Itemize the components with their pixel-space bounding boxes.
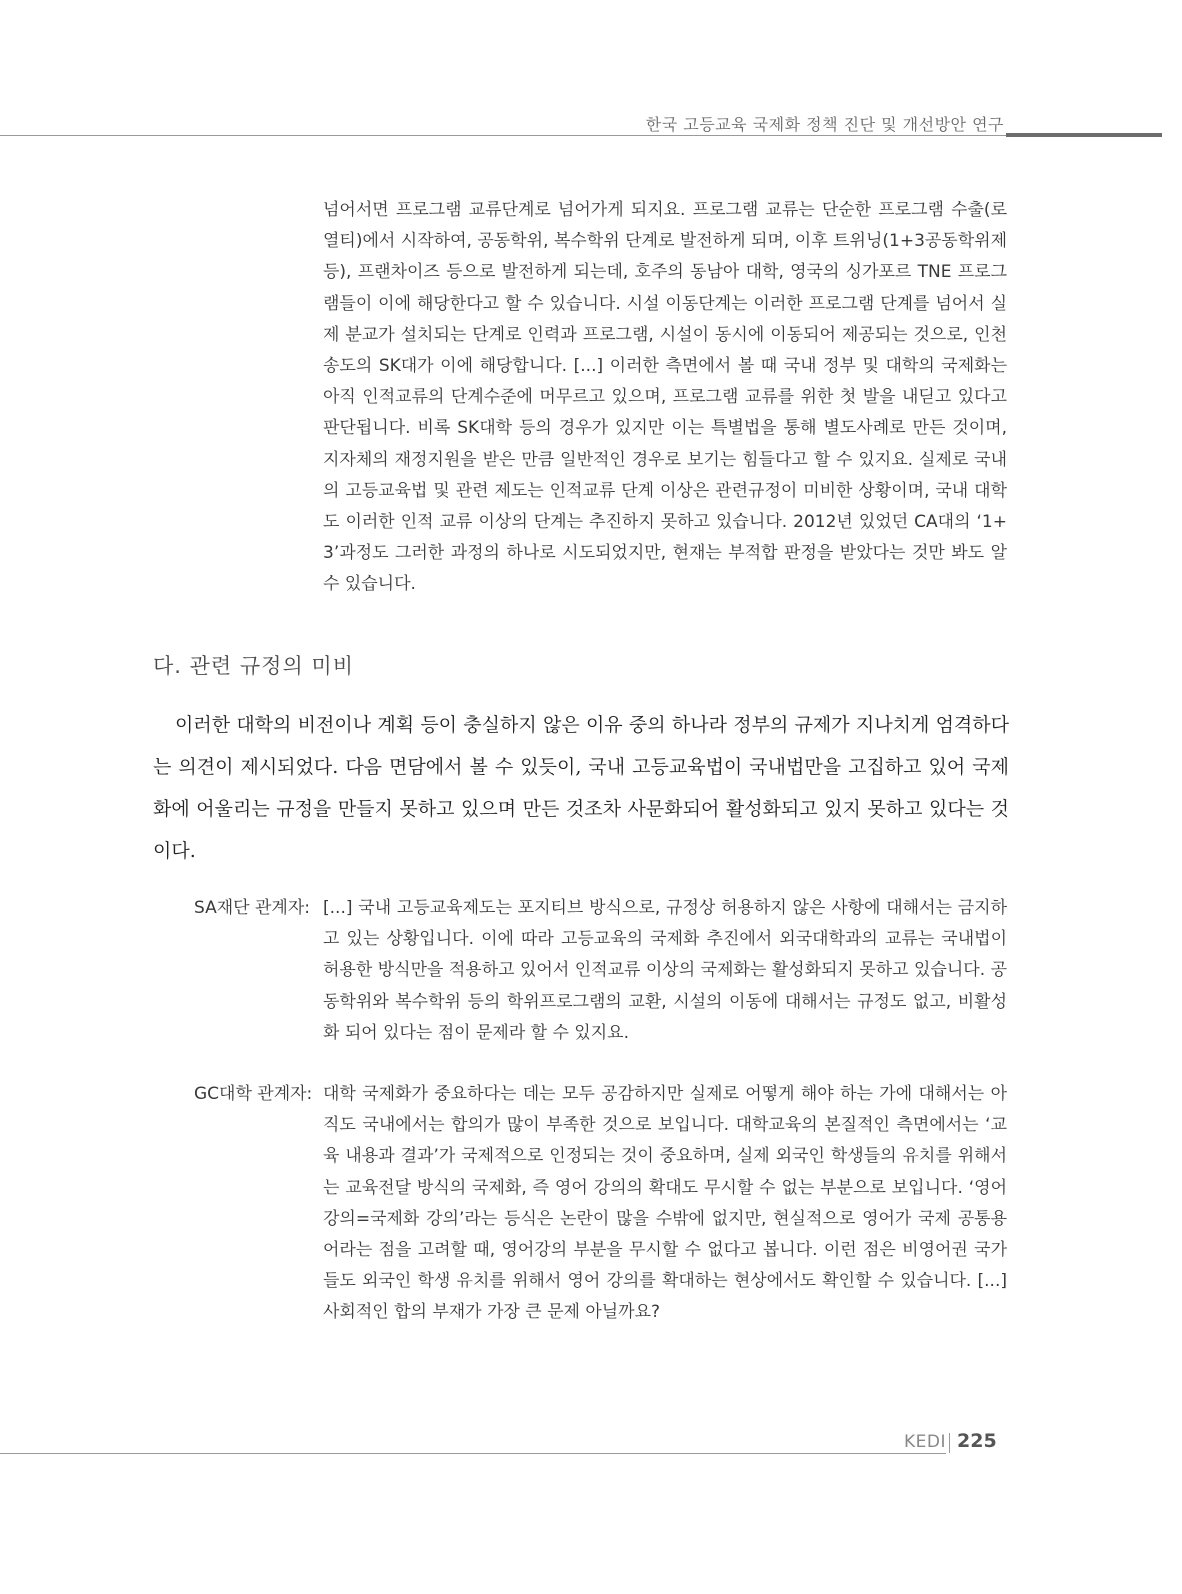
header-rule-accent: [1006, 133, 1162, 137]
footer-rule: [0, 1453, 946, 1454]
header-rule: [0, 135, 1006, 136]
interview-speaker: SA재단 관계자:: [194, 898, 310, 918]
interview-quote-continuation: 넘어서면 프로그램 교류단계로 넘어가게 되지요. 프로그램 교류는 단순한 프로그램 수출(로열티)에서 시작하여, 공동학위, 복수학위 단계로 발전하게 되며, 이후 트위닝(1+3공동학위제 등), 프랜차이즈 등으로 발전하게 되는데, 호주의 동남아 대학, 영국의 싱가포르 TNE 프로그램들이 이에 해당한다고 할 수 있습니다. 시설 이동단계는 이러한 프로그램 단계를 넘어서 실제 분교가 설치되는 단계로 인력과 프로그램, 시설이 동시에 이동되어 제공되는 것으로, 인천 송도의 SK대가 이에 해당합니다. [...] 이러한 측면에서 볼 때 국내 정부 및 대학의 국제화는 아직 인적교류의 단계수준에 머무르고 있으며, 프로그램 교류를 위한 첫 발을 내딛고 있다고 판단됩니다. 비록 SK대학 등의 경우가 있지만 이는 특별법을 통해 별도사례로 만든 것이며, 지자체의 재정지원을 받은 만큼 일반적인 경우로 보기는 힘들다고 할 수 있지요. 실제로 국내의 고등교육법 및 관련 제도는 인적교류 단계 이상은 관련규정이 미비한 상황이며, 국내 대학도 이러한 인적 교류 이상의 단계는 추진하지 못하고 있습니다. 2012년 있었던 CA대의 ‘1+3’과정도 그러한 과정의 하나로 시도되었지만, 현재는 부적합 판정을 받았다는 것만 봐도 알 수 있습니다.: [323, 200, 1007, 595]
interview-text: 대학 국제화가 중요하다는 데는 모두 공감하지만 실제로 어떻게 해야 하는 가에 대해서는 아직도 국내에서는 합의가 많이 부족한 것으로 보입니다. 대학교육의 본질적인 측면에서는 ‘교육 내용과 결과’가 국제적으로 인정되는 것이 중요하며, 실제 외국인 학생들의 유치를 위해서는 교육전달 방식의 국제화, 즉 영어 강의의 확대도 무시할 수 없는 부분으로 보입니다. ‘영어강의=국제화 강의’라는 등식은 논란이 많을 수밖에 없지만, 현실적으로 영어가 국제 공통용어라는 점을 고려할 때, 영어강의 부분을 무시할 수 없다고 봅니다. 이런 점은 비영어권 국가들도 외국인 학생 유치를 위해서 영어 강의를 확대하는 현상에서도 확인할 수 있습니다. [...] 사회적인 합의 부재가 가장 큰 문제 아닐까요?: [323, 1084, 1007, 1323]
interview-speaker: GC대학 관계자:: [194, 1084, 313, 1104]
body-paragraph: 이러한 대학의 비전이나 계획 등이 충실하지 않은 이유 중의 하나라 정부의 규제가 지나치게 엄격하다는 의견이 제시되었다. 다음 면담에서 볼 수 있듯이, 국내 고등교육법이 국내법만을 고집하고 있어 국제화에 어울리는 규정을 만들지 못하고 있으며 만든 것조차 사문화되어 활성화되고 있지 못하고 있다는 것이다.: [153, 714, 1009, 862]
interview-sa-foundation: [194, 893, 1007, 1049]
running-header-title: 한국 고등교육 국제화 정책 진단 및 개선방안 연구: [645, 115, 1004, 134]
interview-gc-university: [194, 1079, 1007, 1329]
footer-divider: [949, 1433, 950, 1453]
interview-text: [...] 국내 고등교육제도는 포지티브 방식으로, 규정상 허용하지 않은 사항에 대해서는 금지하고 있는 상황입니다. 이에 따라 고등교육의 국제화 추진에서 외국대학과의 교류는 국내법이 허용한 방식만을 적용하고 있어서 인적교류 이상의 국제화는 활성화되지 못하고 있습니다. 공동학위와 복수학위 등의 학위프로그램의 교환, 시설의 이동에 대해서는 규정도 없고, 비활성화 되어 있다는 점이 문제라 할 수 있지요.: [323, 898, 1007, 1043]
section-heading: 다. 관련 규정의 미비: [153, 654, 354, 678]
footer-org-label: KEDI: [904, 1432, 946, 1452]
page-number: 225: [957, 1430, 997, 1452]
